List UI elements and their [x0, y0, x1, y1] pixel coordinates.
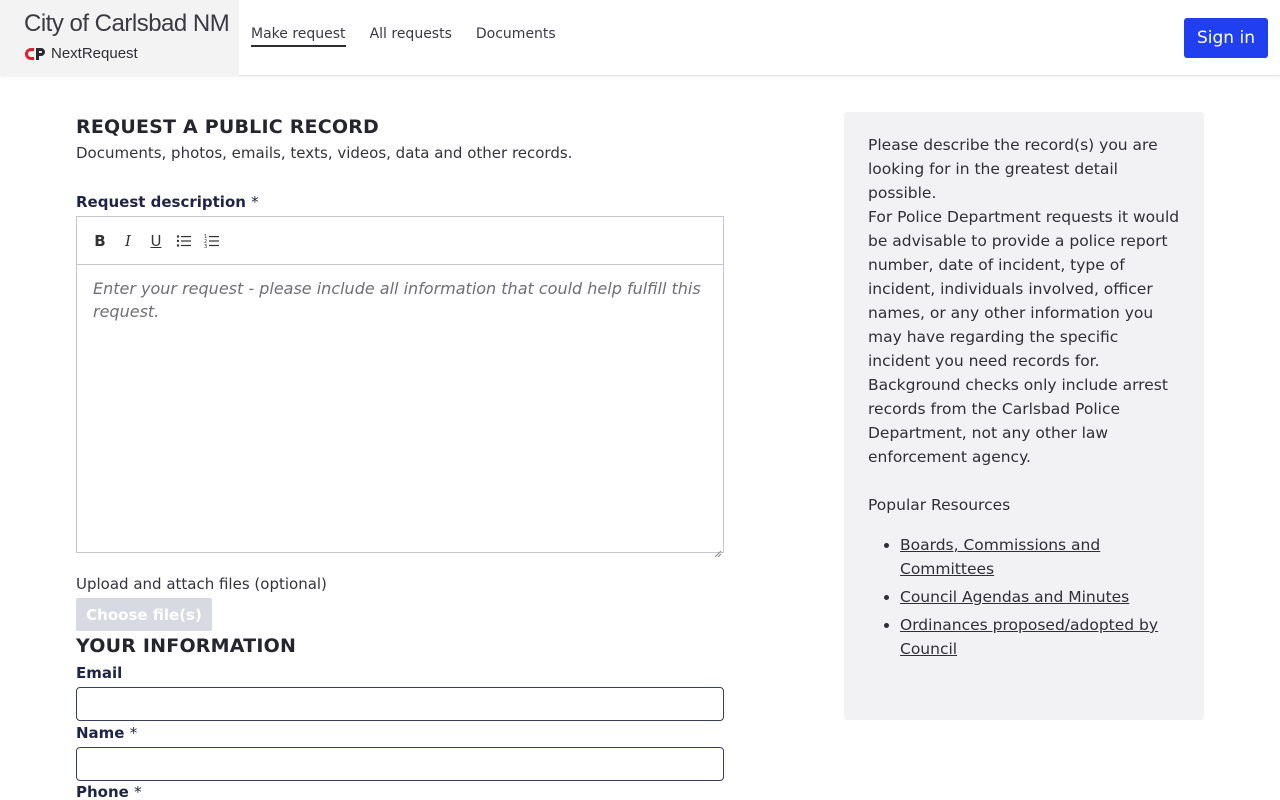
request-description-input[interactable]: [77, 265, 723, 553]
svg-text:3: 3: [204, 243, 208, 249]
description-label: [76, 193, 259, 211]
top-header: [0, 0, 1280, 76]
sidebar-background-note: Background checks only include arrest records from the Carlsbad Police Department, not any other law enforcement agency.: [868, 376, 1168, 466]
request-description-editor: [76, 216, 724, 553]
email-field[interactable]: [76, 687, 724, 721]
name-label-text: Name: [76, 724, 125, 742]
list-item: [900, 585, 1180, 609]
name-label: [76, 724, 137, 742]
product-brand: [24, 45, 138, 62]
phone-label: [76, 783, 142, 800]
svg-text:1: 1: [204, 233, 208, 240]
popular-resources-list: [868, 533, 1180, 661]
nav-all-requests[interactable]: All requests: [369, 26, 452, 42]
your-information-title: YOUR INFORMATION: [76, 635, 297, 657]
link-boards-commissions[interactable]: Boards, Commissions and Committees: [900, 536, 1101, 578]
required-marker: *: [129, 724, 138, 742]
list-item: [900, 613, 1180, 661]
main-nav: [251, 26, 556, 47]
name-field[interactable]: [76, 747, 724, 781]
list-item: [900, 533, 1180, 581]
svg-text:2: 2: [204, 238, 208, 245]
org-name[interactable]: City of Carlsbad NM: [24, 10, 230, 37]
description-label-text: Request description: [76, 193, 246, 211]
bold-icon[interactable]: B: [94, 231, 106, 250]
nav-documents[interactable]: Documents: [475, 26, 556, 42]
brand-block[interactable]: [0, 0, 239, 76]
popular-resources-title: Popular Resources: [868, 496, 1011, 514]
link-council-agendas[interactable]: Council Agendas and Minutes: [900, 588, 1130, 606]
phone-label-text: Phone: [76, 783, 129, 800]
sidebar-intro: Please describe the record(s) you are looking for in the greatest detail possible.: [868, 136, 1158, 202]
email-label: Email: [76, 664, 123, 682]
link-ordinances[interactable]: Ordinances proposed/adopted by Council: [900, 616, 1159, 658]
bullet-list-icon[interactable]: [175, 232, 193, 250]
nextrequest-logo-icon: [24, 47, 46, 61]
product-name: NextRequest: [51, 45, 138, 62]
underline-icon[interactable]: U: [150, 231, 162, 250]
sidebar-police-note: For Police Department requests it would be advisable to provide a police report number, date of incident, type of incident, individuals involved, officer names, or any other information you may have regarding the specific incident you need records for.: [868, 208, 1180, 370]
numbered-list-icon[interactable]: [203, 232, 221, 250]
request-title: REQUEST A PUBLIC RECORD: [76, 116, 380, 138]
required-marker: *: [251, 193, 259, 211]
help-sidebar: [844, 112, 1204, 720]
nav-make-request[interactable]: Make request: [251, 26, 346, 47]
editor-toolbar: [77, 217, 723, 265]
request-subtitle: Documents, photos, emails, texts, videos, data and other records.: [76, 144, 573, 162]
upload-label: Upload and attach files (optional): [76, 575, 327, 593]
choose-files-button[interactable]: Choose file(s): [76, 598, 212, 631]
sign-in-button[interactable]: Sign in: [1184, 18, 1268, 58]
italic-icon[interactable]: I: [125, 231, 131, 250]
required-marker: *: [134, 783, 142, 800]
resize-handle-icon[interactable]: [714, 543, 722, 551]
